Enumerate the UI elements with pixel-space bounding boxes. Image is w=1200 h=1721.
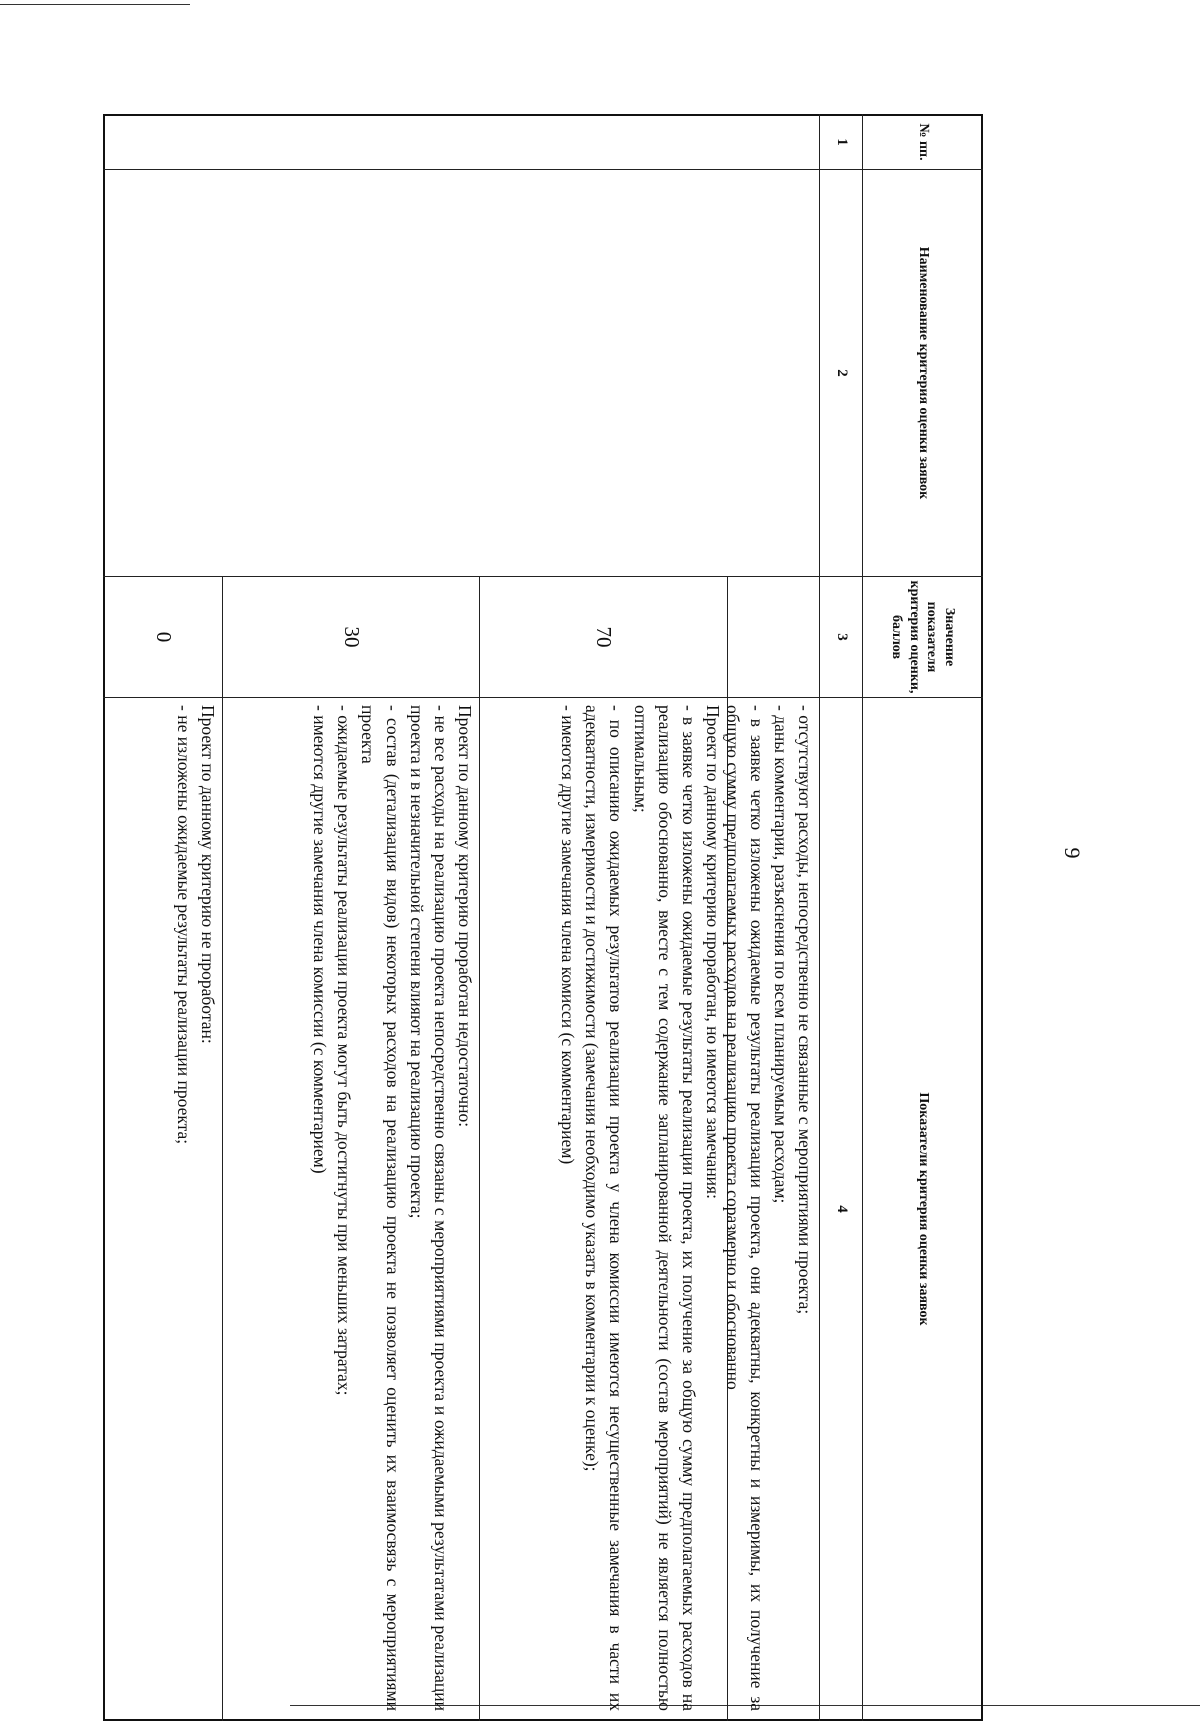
criterion-item: - по описанию ожидаемых результатов реализации проекта у члена комиссии имеются несущественные замечания в части их адекватности, измеримости и достижимости (замечания необходимо указать в комментарии к оценке); xyxy=(582,705,627,1711)
rule-col1 xyxy=(103,169,983,170)
rule-row-0 xyxy=(222,576,223,1721)
criterion-row-70 xyxy=(481,699,727,1719)
criterion-title: Проект по данному критерию проработан, но имеются замечания: xyxy=(703,705,723,1199)
header-col-score-r: Значение показателя критерия оценки, баллов xyxy=(889,580,957,694)
continuation-item: - отсутствуют расходы, непосредственно не связанные с мероприятиями проекта; xyxy=(795,705,815,1315)
header-col-number-r: № пп. xyxy=(915,123,931,161)
rule-col3 xyxy=(103,697,983,698)
criterion-item: - имеются другие замечания члена комиссии (с комментарием) xyxy=(310,705,331,1174)
criterion-item: - в заявке четко изложены ожидаемые результаты реализации проекта, их получение за общую сумму предполагаемых расходов на реализацию обоснованно, вместе с тем содержание запланированной деятельности (состав мероприятий) не является полностью оптимальным; xyxy=(630,705,699,1711)
criterion-row-30 xyxy=(224,699,479,1719)
header-col-criterion-r: Наименование критерия оценки заявок xyxy=(915,246,931,500)
header-col-indicators-r: Показатели критерия оценки заявок xyxy=(915,1092,931,1326)
continuation-item: - в заявке четко изложены ожидаемые результаты реализации проекта, они адекватны, конкретны и измеримы, их получение за общую сумму предполагаемых расходов на реализацию проекта соразмерно и обоснованно xyxy=(722,705,767,1711)
colnum-2-r: 2 xyxy=(834,369,850,377)
colnum-3-r: 3 xyxy=(834,633,850,641)
criterion-title: Проект по данному критерию не проработан: xyxy=(198,705,218,1044)
score-30: 30 xyxy=(340,626,364,648)
criterion-row-0 xyxy=(105,699,222,1719)
criterion-item: - имеются другие замечания члена комисси (с комментарием) xyxy=(558,705,579,1165)
continuation-item: - даны комментарии, разъяснения по всем планируемым расходам; xyxy=(770,705,791,1204)
criterion-item: - не изложены ожидаемые результаты реализации проекта; xyxy=(173,705,194,1145)
rule-colnum-bottom xyxy=(819,114,820,1721)
scan-edge-mark xyxy=(0,4,190,5)
colnum-1-r: 1 xyxy=(834,138,850,146)
criterion-item: - ожидаемые результаты реализации проекта могут быть достигнуты при меньших затратах; xyxy=(334,705,355,1396)
score-70: 70 xyxy=(592,626,617,648)
criterion-title: Проект по данному критерию проработан недостаточно: xyxy=(455,705,475,1128)
rule-row-30 xyxy=(479,576,480,1721)
rule-col2 xyxy=(103,576,983,577)
table-rotated xyxy=(103,114,983,1721)
score-0: 0 xyxy=(152,631,176,643)
page-number: 9 xyxy=(1060,847,1085,859)
colnum-4-r: 4 xyxy=(834,1205,850,1213)
criterion-continuation-r xyxy=(722,699,819,1719)
rule-header-bottom xyxy=(862,114,863,1721)
criterion-item: - состав (детализация видов) некоторых расходов на реализацию проекта не позволяет оценить их взаимосвязь с мероприятиями проекта xyxy=(358,705,403,1711)
criterion-item: - не все расходы на реализацию проекта непосредственно связаны с мероприятиями проекта и ожидаемыми результатами реализации проекта и в незначительной степени влияют на реализацию проекта; xyxy=(406,705,451,1711)
